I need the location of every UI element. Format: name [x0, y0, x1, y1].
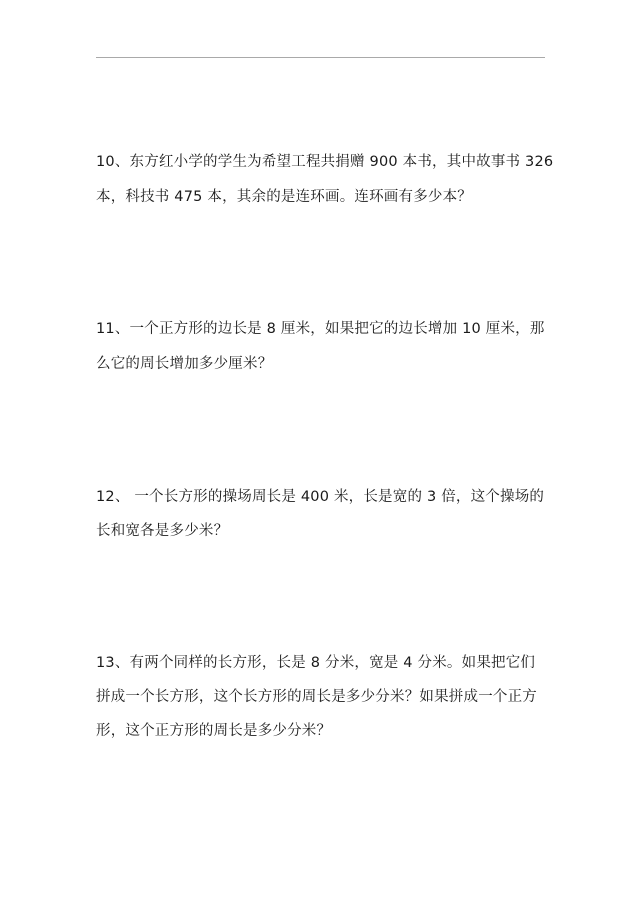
question-text-line: 10、东方红小学的学生为希望工程共捐赠 900 本书，其中故事书 326 — [96, 154, 554, 170]
question-text-line: 本，科技书 475 本，其余的是连环画。连环画有多少本？ — [96, 189, 472, 205]
question-text-line: 11、一个正方形的边长是 8 厘米，如果把它的边长增加 10 厘米，那 — [96, 321, 545, 337]
question-12 — [96, 490, 548, 541]
question-text-line: 12、 一个长方形的操场周长是 400 米，长是宽的 3 倍，这个操场的 — [96, 489, 545, 505]
question-text-line: 拼成一个长方形，这个长方形的周长是多少分米？如果拼成一个正方 — [96, 689, 537, 705]
question-text-line: 形，这个正方形的周长是多少分米？ — [96, 723, 332, 739]
question-text-line: 13、有两个同样的长方形，长是 8 分米，宽是 4 分米。如果把它们 — [96, 655, 536, 671]
question-11 — [96, 322, 548, 374]
question-13 — [96, 656, 548, 741]
top-divider — [96, 57, 545, 58]
question-text-line: 么它的周长增加多少厘米？ — [96, 356, 273, 372]
question-text-line: 长和宽各是多少米？ — [96, 523, 229, 539]
question-10 — [96, 154, 554, 207]
